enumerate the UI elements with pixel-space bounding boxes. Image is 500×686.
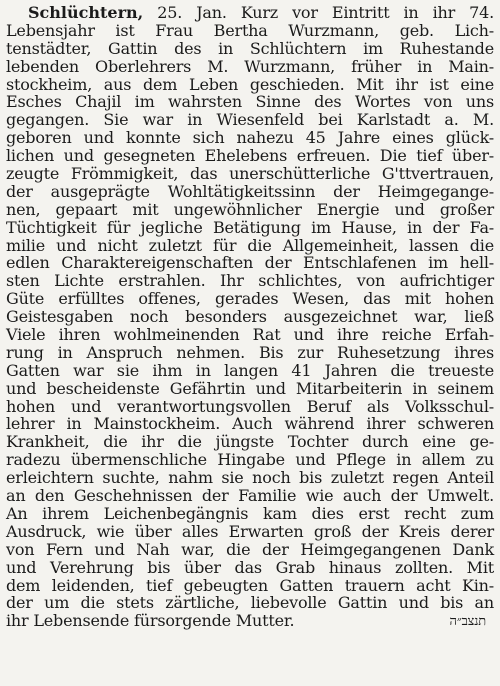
article-first-line: [6, 4, 494, 22]
article-line: Gatten war sie ihm in langen 41 Jahren die treueste: [6, 360, 494, 380]
article-line: gegangen. Sie war in Wiesenfeld bei Karlstadt a. M.: [6, 110, 494, 130]
article-line: Esches Chajil im wahrsten Sinne des Wortes von uns: [6, 92, 494, 112]
article-line: der ausgeprägte Wohltätigkeitssinn der Heimgegange-: [6, 181, 494, 201]
article-line: Viele ihren wohlmeinenden Rat und ihre reiche Erfah-: [6, 325, 494, 345]
article-line: lehrer in Mainstockheim. Auch während ihrer schweren: [6, 414, 494, 434]
article-line: erleichtern suchte, nahm sie noch bis zuletzt regen Anteil: [6, 468, 494, 488]
article-line: nen, gepaart mit ungewöhnlicher Energie und großer: [6, 199, 494, 219]
dateline-place: Schlüchtern,: [28, 3, 144, 22]
article-line: rung in Anspruch nehmen. Bis zur Ruhesetzung ihres: [6, 342, 494, 362]
article-line: milie und nicht zuletzt für die Allgemeinheit, lassen die: [6, 235, 494, 255]
article-line: hohen und verantwortungsvollen Beruf als Volksschul-: [6, 396, 494, 416]
article-line: radezu übermenschliche Hingabe und Pflege in allem zu: [6, 450, 494, 470]
article-body: [6, 22, 494, 612]
article-line: lebenden Oberlehrers M. Wurzmann, früher in Main-: [6, 56, 494, 76]
article-line: Güte erfülltes offenes, gerades Wesen, das mit hohen: [6, 289, 494, 309]
article-line: zeugte Frömmigkeit, das unerschütterliche G'ttvertrauen,: [6, 164, 494, 184]
article-closing: [6, 612, 494, 630]
article-line: lichen und gesegneten Ehelebens erfreuen. Die tief über-: [6, 146, 494, 166]
dateline-text: 25. Jan. Kurz vor Eintritt in ihr 74.: [143, 3, 494, 22]
article-line: Ausdruck, wie über alles Erwarten groß der Kreis derer: [6, 521, 494, 541]
article-line: Geistesgaben noch besonders ausgezeichnet war, ließ: [6, 307, 494, 327]
article-line: und bescheidenste Gefährtin und Mitarbeiterin in seinem: [6, 378, 494, 398]
article-line: An ihrem Leichenbegängnis kam dies erst recht zum: [6, 503, 494, 523]
article-line: Krankheit, die ihr die jüngste Tochter durch eine ge-: [6, 432, 494, 452]
article-line: von Fern und Nah war, die der Heimgegangenen Dank: [6, 539, 494, 559]
article-line: dem leidenden, tief gebeugten Gatten trauern acht Kin-: [6, 575, 494, 595]
article-line: an den Geschehnissen der Familie wie auch der Umwelt.: [6, 486, 494, 506]
article-line: edlen Charaktereigenschaften der Entschlafenen im hell-: [6, 253, 494, 273]
article-line: und Verehrung bis über das Grab hinaus zollten. Mit: [6, 557, 494, 577]
article-line: der um die stets zärtliche, liebevolle Gattin und bis an: [6, 593, 494, 613]
article-line: stockheim, aus dem Leben geschieden. Mit ihr ist eine: [6, 74, 494, 94]
article-line: Lebensjahr ist Frau Bertha Wurzmann, geb. Lich-: [6, 20, 494, 40]
obituary-article: [6, 4, 494, 630]
article-line: sten Lichte erstrahlen. Ihr schlichtes, von aufrichtiger: [6, 271, 494, 291]
article-line: Tüchtigkeit für jegliche Betätigung im Hause, in der Fa-: [6, 217, 494, 237]
article-line: geboren und konnte sich nahezu 45 Jahre eines glück-: [6, 128, 494, 148]
article-last-line: ihr Lebensende fürsorgende Mutter.: [6, 611, 295, 631]
article-line: tenstädter, Gattin des in Schlüchtern im Ruhestande: [6, 38, 494, 58]
hebrew-abbreviation: תנצב״ה: [449, 614, 486, 630]
